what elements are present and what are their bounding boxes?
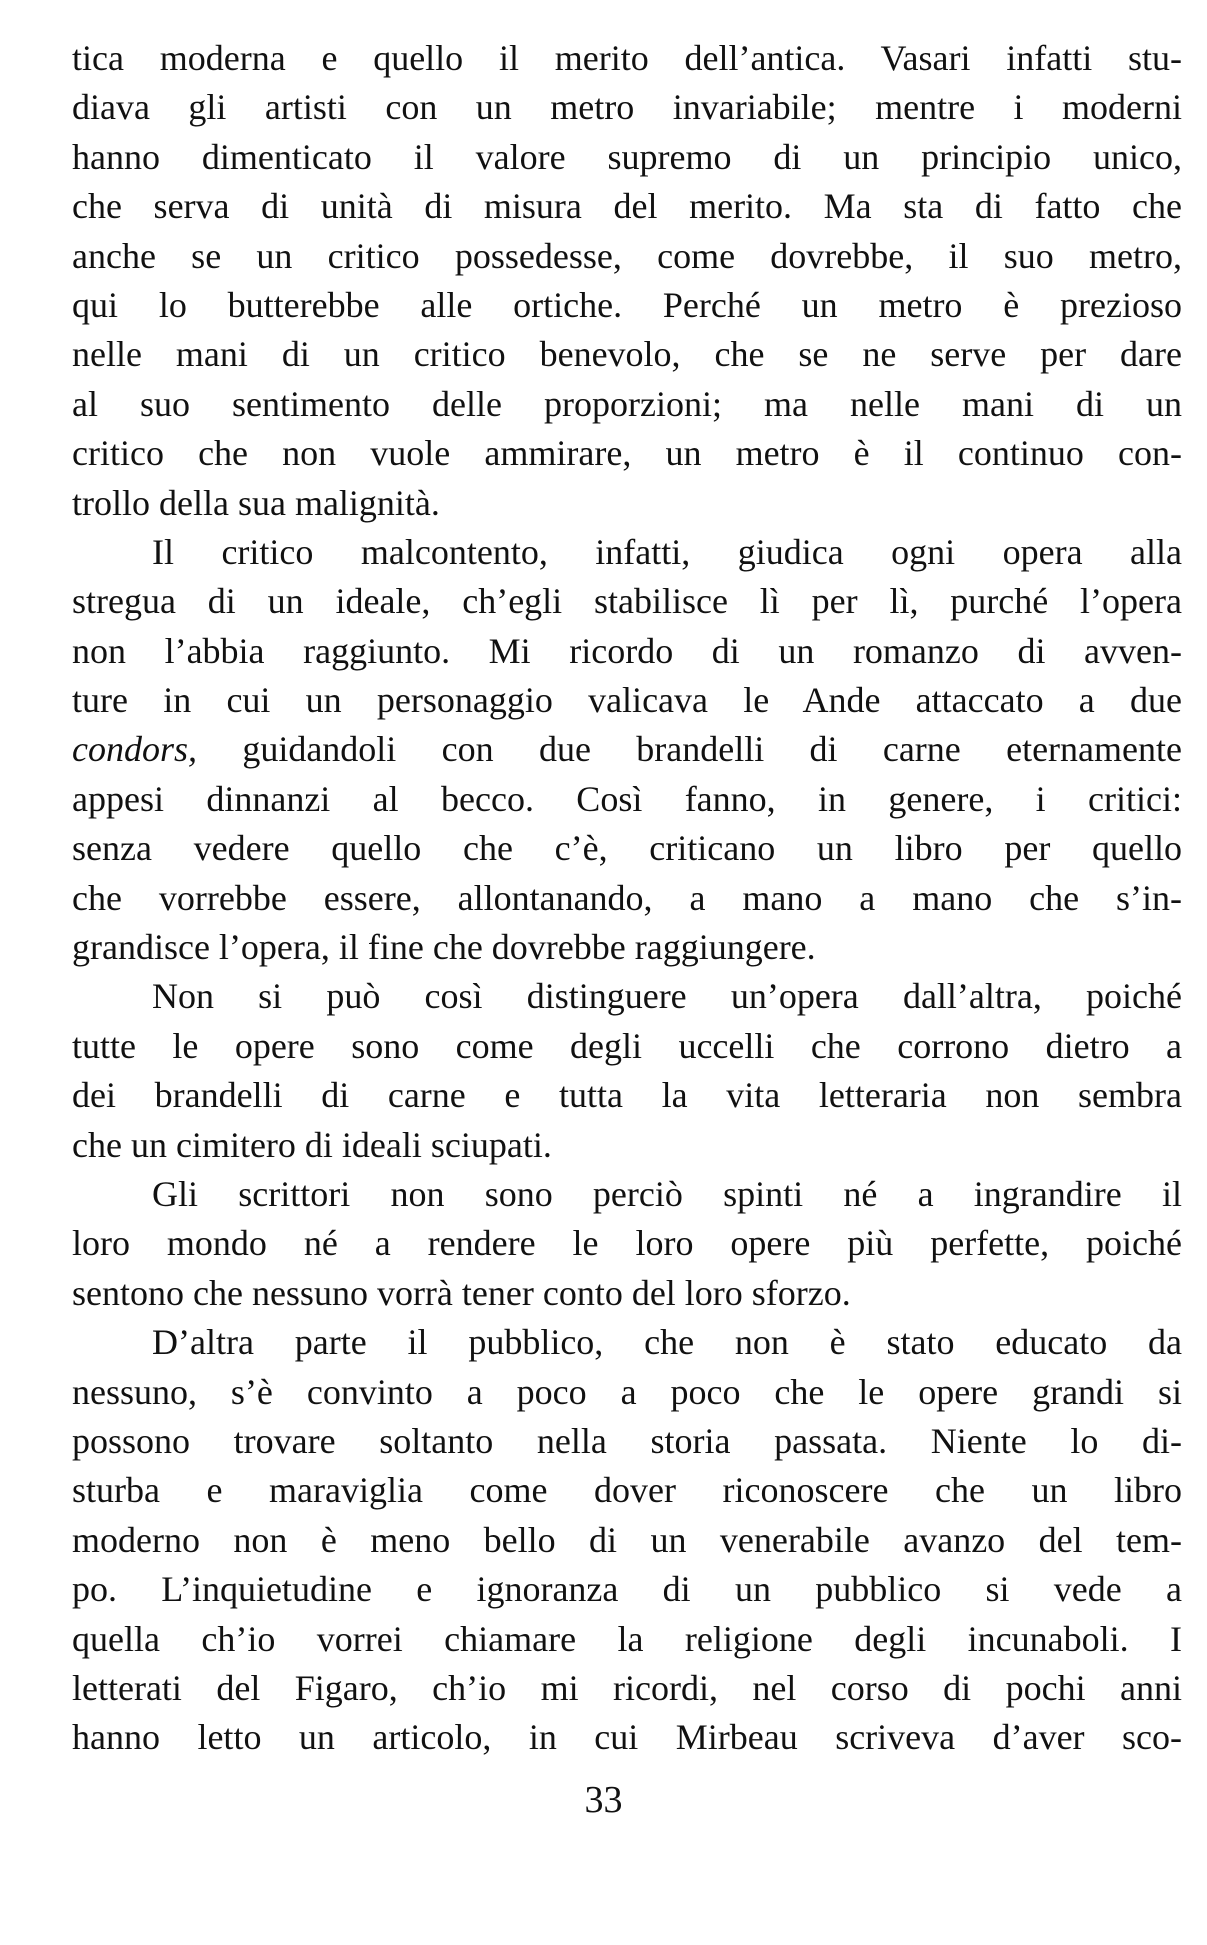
text-line: trollo della sua malignità.	[72, 482, 440, 523]
paragraph-2	[72, 528, 1182, 973]
text-line: letterati del Figaro, ch’io mi ricordi, nel corso di pochi anni	[72, 1667, 1182, 1708]
text-line: ture in cui un personaggio valicava le Ande attaccato a due	[72, 680, 1182, 721]
text-line-with-italic	[72, 725, 1182, 774]
text-line: Non si può così distinguere un’opera dall’altra, poiché	[152, 976, 1182, 1017]
text-line: al suo sentimento delle proporzioni; ma nelle mani di un	[72, 383, 1182, 424]
text-line: nessuno, s’è convinto a poco a poco che le opere grandi si	[72, 1371, 1182, 1412]
text-line: non l’abbia raggiunto. Mi ricordo di un romanzo di avven-	[72, 630, 1182, 671]
text-line-rest: guidandoli con due brandelli di carne eternamente	[197, 729, 1182, 770]
text-line: po. L’inquietudine e ignoranza di un pubblico si vede a	[72, 1569, 1182, 1610]
text-line: appesi dinnanzi al becco. Così fanno, in genere, i critici:	[72, 778, 1182, 819]
paragraph-3	[72, 972, 1182, 1170]
text-line: che serva di unità di misura del merito. Ma sta di fatto che	[72, 186, 1182, 227]
text-line: che un cimitero di ideali sciupati.	[72, 1124, 552, 1165]
page-number: 33	[584, 1779, 623, 1821]
text-line: Gli scrittori non sono perciò spinti né a ingrandire il	[152, 1173, 1182, 1214]
paragraph-4	[72, 1170, 1182, 1318]
text-line: tica moderna e quello il merito dell’antica. Vasari infatti stu-	[72, 38, 1182, 78]
text-line: qui lo butterebbe alle ortiche. Perché un metro è prezioso	[72, 284, 1182, 325]
text-line: diava gli artisti con un metro invariabile; mentre i moderni	[72, 87, 1182, 128]
text-line: moderno non è meno bello di un venerabile avanzo del tem-	[72, 1519, 1182, 1560]
text-line: stregua di un ideale, ch’egli stabilisce lì per lì, purché l’opera	[72, 581, 1182, 622]
text-line: quella ch’io vorrei chiamare la religione degli incunaboli. I	[72, 1618, 1182, 1659]
paragraph-5	[72, 1318, 1182, 1763]
text-line: possono trovare soltanto nella storia passata. Niente lo di-	[72, 1420, 1182, 1461]
text-line: sentono che nessuno vorrà tener conto del loro sforzo.	[72, 1272, 851, 1313]
text-line: tutte le opere sono come degli uccelli che corrono dietro a	[72, 1025, 1182, 1066]
text-line: Il critico malcontento, infatti, giudica ogni opera alla	[152, 531, 1182, 572]
paragraph-1	[72, 34, 1182, 528]
text-line: grandisce l’opera, il fine che dovrebbe raggiungere.	[72, 927, 816, 968]
text-line: che vorrebbe essere, allontanando, a mano a mano che s’in-	[72, 877, 1182, 918]
text-line: loro mondo né a rendere le loro opere più perfette, poiché	[72, 1223, 1182, 1264]
text-line: hanno letto un articolo, in cui Mirbeau scriveva d’aver sco-	[72, 1717, 1182, 1758]
text-line: dei brandelli di carne e tutta la vita letteraria non sembra	[72, 1075, 1182, 1116]
text-line: D’altra parte il pubblico, che non è stato educato da	[152, 1322, 1182, 1363]
text-line: anche se un critico possedesse, come dovrebbe, il suo metro,	[72, 235, 1182, 276]
text-line: senza vedere quello che c’è, criticano un libro per quello	[72, 828, 1182, 869]
page-body	[72, 34, 1182, 1763]
text-line: nelle mani di un critico benevolo, che se ne serve per dare	[72, 334, 1182, 375]
italic-word: condors,	[72, 729, 197, 770]
text-line: critico che non vuole ammirare, un metro è il continuo con-	[72, 433, 1182, 474]
text-line: hanno dimenticato il valore supremo di un principio unico,	[72, 136, 1182, 177]
text-line: sturba e maraviglia come dover riconoscere che un libro	[72, 1470, 1182, 1511]
